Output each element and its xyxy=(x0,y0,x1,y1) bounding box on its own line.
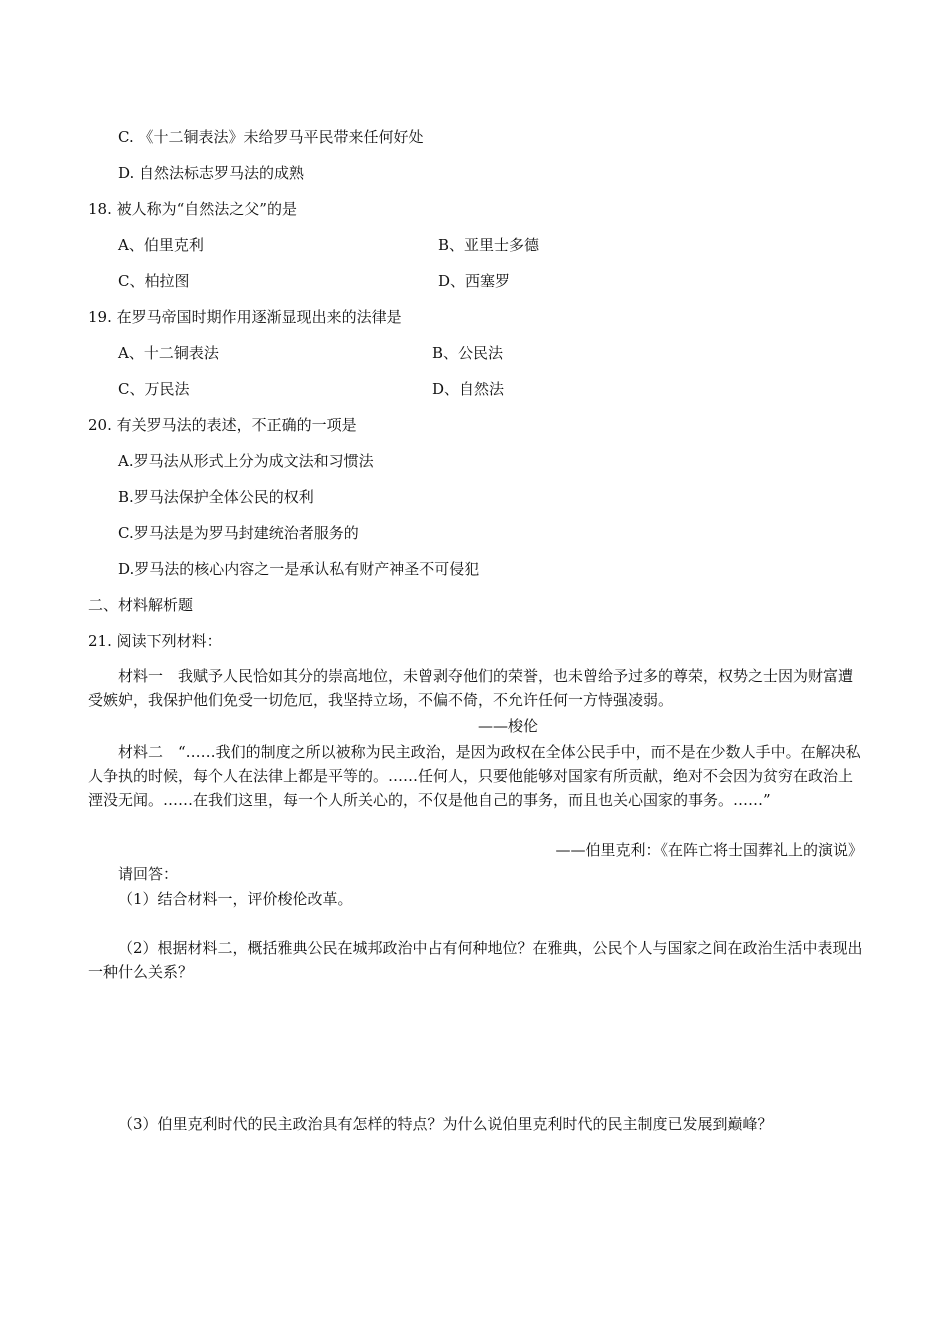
material-two: 材料二 “……我们的制度之所以被称为民主政治，是因为政权在全体公民手中，而不是在少数人手中。在解决私人争执的时候，每个人在法律上都是平等的。……任何人，只要他能够对国家有所贡献，绝对不会因为贫穷在政治上湮没无闻。……在我们这里，每一个人所关心的，不仅是他自己的事务，而且也关心国家的事务。……” xyxy=(88,743,861,809)
q18-option-b: B、亚里士多德 xyxy=(438,236,540,254)
q19-option-b: B、公民法 xyxy=(432,344,504,362)
q18-option-c: C、柏拉图 xyxy=(118,272,190,290)
material-two-source: ——伯里克利：《在阵亡将士国葬礼上的演说》 xyxy=(555,841,863,859)
q20-option-d: D.罗马法的核心内容之一是承认私有财产神圣不可侵犯 xyxy=(118,560,480,578)
q21-stem: 21. 阅读下列材料： xyxy=(88,632,222,650)
q18-option-a: A、伯里克利 xyxy=(118,236,204,254)
answer-prompt: 请回答： xyxy=(118,865,179,883)
section-heading: 二、材料解析题 xyxy=(88,596,194,614)
q20-option-c: C.罗马法是为罗马封建统治者服务的 xyxy=(118,524,359,542)
q19-option-c: C、万民法 xyxy=(118,380,190,398)
q20-stem: 20. 有关罗马法的表述，不正确的一项是 xyxy=(88,416,357,434)
q20-option-a: A.罗马法从形式上分为成文法和习惯法 xyxy=(118,452,374,470)
q19-option-d: D、自然法 xyxy=(432,380,505,398)
sub-question-1: （1）结合材料一，评价梭伦改革。 xyxy=(118,890,353,908)
sub-question-2: （2）根据材料二，概括雅典公民在城邦政治中占有何种地位？在雅典，公民个人与国家之间在政治生活中表现出一种什么关系？ xyxy=(88,939,863,981)
q19-stem: 19. 在罗马帝国时期作用逐渐显现出来的法律是 xyxy=(88,308,402,326)
q17-option-d: D. 自然法标志罗马法的成熟 xyxy=(118,164,305,182)
q19-option-a: A、十二铜表法 xyxy=(118,344,219,362)
q20-option-b: B.罗马法保护全体公民的权利 xyxy=(118,488,314,506)
sub-question-3: （3）伯里克利时代的民主政治具有怎样的特点？为什么说伯里克利时代的民主制度已发展到巅峰？ xyxy=(118,1115,773,1133)
material-one: 材料一 我赋予人民恰如其分的崇高地位，未曾剥夺他们的荣誉，也未曾给予过多的尊荣，权势之士因为财富遭受嫉妒，我保护他们免受一切危厄，我坚持立场，不偏不倚，不允许任何一方恃强凌弱。 xyxy=(88,667,854,709)
material-one-source: ——梭伦 xyxy=(478,717,539,735)
q18-stem: 18. 被人称为“自然法之父”的是 xyxy=(88,200,297,218)
q18-option-d: D、西塞罗 xyxy=(438,272,511,290)
q17-option-c: C. 《十二铜表法》未给罗马平民带来任何好处 xyxy=(118,128,424,146)
